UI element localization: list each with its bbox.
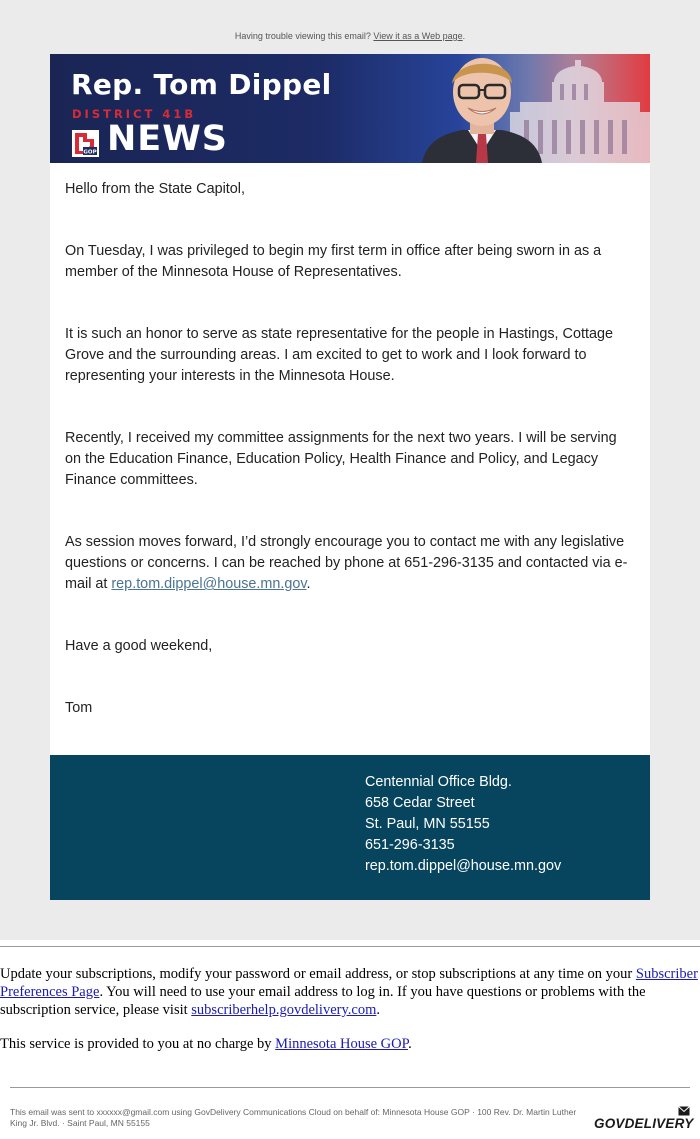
web-version-link[interactable]: View it as a Web page xyxy=(373,31,463,41)
paragraph-honor: It is such an honor to serve as state representative for the people in Hastings, Cottage Grove and the surrounding areas. I am excited to get to work and I look forward to representing your interests in the Minnesota House. xyxy=(65,326,613,384)
govdelivery-logo-text: GOVDELIVERY xyxy=(594,1116,694,1131)
letter-body xyxy=(50,163,650,755)
email-link[interactable]: rep.tom.dippel@house.mn.gov xyxy=(111,576,307,592)
preheader: Having trouble viewing this email? View it as a Web page. xyxy=(234,31,466,41)
closing: Have a good weekend, xyxy=(65,638,213,654)
contact-address xyxy=(365,772,561,877)
divider xyxy=(0,946,700,947)
contact-email: rep.tom.dippel@house.mn.gov xyxy=(365,858,562,874)
newsletter-banner xyxy=(50,54,650,163)
envelope-icon xyxy=(678,1106,690,1116)
street-address: 658 Cedar Street xyxy=(365,795,475,811)
minnesota-house-gop-link[interactable]: Minnesota House GOP xyxy=(275,1036,409,1052)
district-label: DISTRICT 41B xyxy=(72,107,197,121)
contact-phone: 651-296-3135 xyxy=(365,837,455,853)
representative-name: Rep. Tom Dippel xyxy=(71,68,332,101)
paragraph-first-term: On Tuesday, I was privileged to begin my first term in office after being sworn in as a member of the Minnesota House of Representatives. xyxy=(65,243,602,280)
sent-to-notice: This email was sent to xxxxxx@gmail.com using GovDelivery Communications Cloud on behalf of: Minnesota House GOP · 100 Rev. Dr. Martin Luther King Jr. Blvd. · Saint Paul, MN 55155 xyxy=(10,1107,577,1128)
city-state-zip: St. Paul, MN 55155 xyxy=(365,816,490,832)
email-content xyxy=(50,54,650,900)
representative-portrait xyxy=(412,54,552,163)
paragraph-contact: As session moves forward, I’d strongly encourage you to contact me with any legislative questions or concerns. I can be reached by phone at 651-296-3135 and contacted via e-mail at rep.tom.dippel@house.mn.gov. xyxy=(65,534,628,592)
paragraph-committees: Recently, I received my committee assignments for the next two years. I will be serving on the Education Finance, Education Policy, Health Finance and Policy, and Legacy Finance committees. xyxy=(65,430,617,488)
subscriber-preferences-link[interactable]: Subscriber Preferences Page xyxy=(0,966,698,1000)
preheader-text: Having trouble viewing this email? xyxy=(234,31,371,41)
gop-logo-icon xyxy=(72,130,99,157)
office-building: Centennial Office Bldg. xyxy=(365,774,512,790)
subscription-notice: Update your subscriptions, modify your password or email address, or stop subscriptions at any time on your Subscriber Preferences Page. You will need to use your email address to log in. If you have questions or problems with the subscription service, please visit subscriberhelp.govdelivery.com. xyxy=(0,966,698,1018)
contact-footer xyxy=(50,755,650,900)
greeting: Hello from the State Capitol, xyxy=(65,181,245,197)
subscriber-help-link[interactable]: subscriberhelp.govdelivery.com xyxy=(191,1002,377,1018)
govdelivery-logo[interactable] xyxy=(594,1106,694,1136)
signature: Tom xyxy=(65,700,93,716)
svg-text:GOP: GOP xyxy=(83,149,97,156)
service-notice: This service is provided to you at no charge by Minnesota House GOP. xyxy=(0,1036,412,1052)
news-heading: NEWS xyxy=(107,119,229,159)
divider xyxy=(10,1087,690,1088)
